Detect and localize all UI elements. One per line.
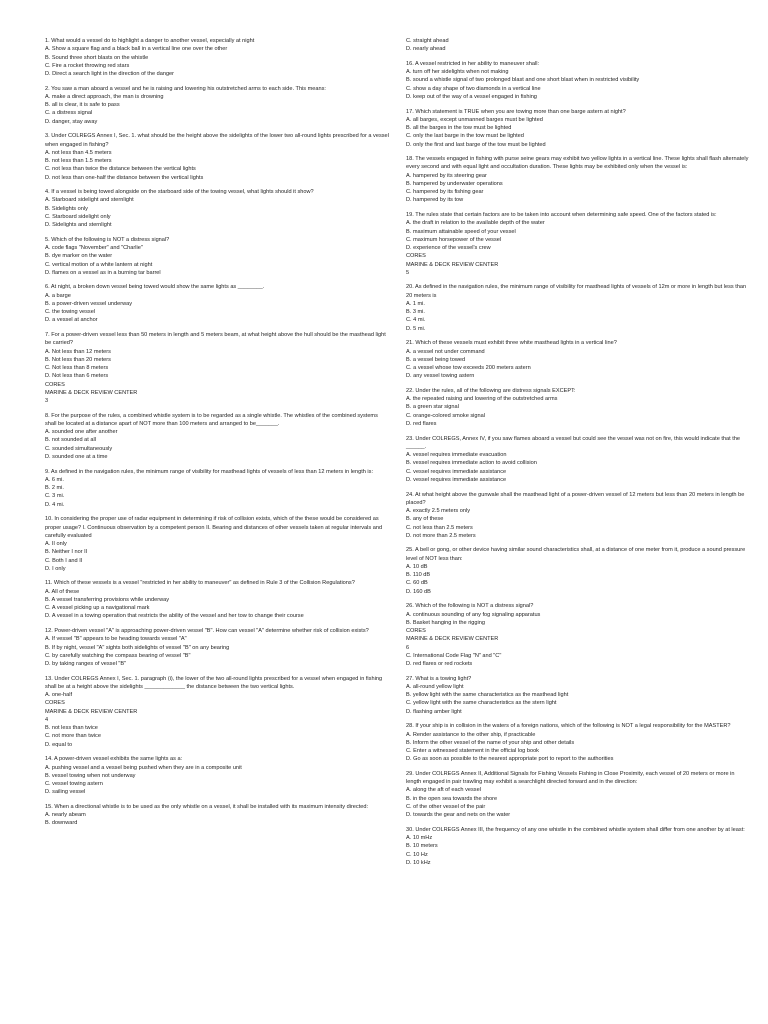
answer-line: D. sounded one at a time [45,453,108,460]
answer-line: A. If vessel "B" appears to be heading towards vessel "A" [45,636,187,643]
answer-line: A. 10 dB [406,563,428,570]
answer-line: B. A vessel transferring provisions while underway [45,596,170,603]
answer-line: C. not more than twice [45,733,101,740]
answer-line: B. vessel towing when not underway [45,772,136,779]
answer-line: D. A vessel in a towing operation that restricts the ability of the vessel and her tow to change their course [45,613,304,620]
answer-line: A. nearly abeam [45,812,86,819]
question-block [406,675,751,716]
answer-line: D. not less than one-half the distance between the vertical lights [45,174,204,181]
question-text: 25. A bell or gong, or other device having similar sound characteristics shall, at a distance of one meter from it, produce a sound pressure level of NOT less than: [406,547,747,562]
answer-line: A. one-half [45,692,73,699]
answer-line: D. 10 kHz [406,859,431,866]
question-block [406,826,751,867]
answer-line: C. maximum horsepower of the vessel [406,236,502,243]
answer-line: B. any of these [406,516,444,523]
answer-line: A. the draft in relation to the available depth of the water [406,220,545,227]
question-block [406,60,751,101]
answer-line: A. Not less than 12 meters [45,348,111,355]
answer-line: D. red flares [406,420,437,427]
answer-line: D. nearly ahead [406,46,446,53]
question-text: 30. Under COLREGS Annex III, the frequency of any one whistle in the combined whistle system shall differ from one another by at least: [406,826,745,833]
question-block [406,387,751,428]
answer-line: C. hampered by its fishing gear [406,189,484,196]
question-text: 9. As defined in the navigation rules, the minimum range of visibility for masthead lights of vessels of less than 12 meters in length is: [45,468,374,475]
answer-line: D. any vessel towing astern [406,373,475,380]
answer-line: D. danger, stay away [45,118,98,125]
answer-line: B. a green star signal [406,404,459,411]
right-column [406,37,751,874]
answer-line: D. equal to [45,741,73,748]
answer-line: C. a vessel whose tow exceeds 200 meters astern [406,365,531,372]
answer-line: C. by carefully watching the compass bearing of vessel "B" [45,652,191,659]
answer-line: A. all-round yellow light [406,683,464,690]
answer-line: A. vessel requires immediate evacuation [406,452,507,459]
answer-line: C. vertical motion of a white lantern at night [45,261,153,268]
answer-line: B. a power-driven vessel underway [45,300,133,307]
left-column [45,37,390,834]
answer-line: MARINE & DECK REVIEW CENTER [45,389,138,396]
question-text: 24. At what height above the gunwale shall the masthead light of a power-driven vessel of 12 meters but less than 20 meters in length be placed? [406,491,746,506]
answer-line: MARINE & DECK REVIEW CENTER [45,708,138,715]
question-text: 23. Under COLREGS, Annex IV, if you saw flames aboard a vessel but could see the vessel was not on fire, this would indicate that the ______. [406,435,742,450]
answer-line: C. Both I and II [45,557,83,564]
answer-line: B. in the open sea towards the shore [406,795,498,802]
answer-line: MARINE & DECK REVIEW CENTER [406,636,499,643]
answer-line: B. Neither I nor II [45,549,88,556]
question-block [45,331,390,405]
answer-line: B. not sounded at all [45,437,97,444]
answer-line: A. II only [45,541,67,548]
question-text: 15. When a directional whistle is to be used as the only whistle on a vessel, it shall be installed with its maximum intensity directed: [45,803,369,810]
question-block [406,37,751,54]
answer-line: A. exactly 2.5 meters only [406,508,471,515]
answer-line: C. not less than twice the distance between the vertical lights [45,166,196,173]
question-block [45,468,390,509]
question-block [406,108,751,149]
answer-line: A. the repeated raising and lowering of the outstretched arms [406,396,558,403]
question-text: 20. As defined in the navigation rules, the minimum range of visibility for masthead lights of vessels of 12m or more in length but less than 20 meters is [406,284,748,299]
question-text: 27. What is a towing light? [406,675,472,682]
question-block [45,627,390,668]
answer-line: B. a vessel being towed [406,356,466,363]
answer-line: D. Direct a search light in the direction of the danger [45,71,175,77]
question-text: 29. Under COLREGS Annex II, Additional Signals for Fishing Vessels Fishing in Close Proximity, each vessel of 20 meters or more in length engaged in pair trawling may exhibit a searchlight directed forward and in the direction: [406,770,737,786]
answer-line: A. not less than 4.5 meters [45,149,112,156]
answer-line: D. flames on a vessel as in a burning tar barrel [45,269,161,276]
question-block [406,339,751,380]
answer-line: D. towards the gear and nets on the water [406,812,511,819]
answer-line: C. 4 mi. [406,317,426,324]
answer-line: A. Show a square flag and a black ball in a vertical line one over the other [45,46,228,53]
answer-line: A. All of these [45,588,80,595]
answer-line: C. 10 Hz [406,851,428,858]
answer-line: A. code flags "November" and "Charlie" [45,245,143,252]
answer-line: C. vessel requires immediate assistance [406,468,507,475]
answer-line: D. only the first and last barge of the tow must be lighted [406,141,546,148]
answer-line: D. Go as soon as possible to the nearest appropriate port to report to the authorities [406,756,614,763]
question-block [406,722,751,763]
answer-line: B. dye marker on the water [45,253,113,260]
question-block [45,85,390,126]
answer-line: B. Inform the other vessel of the name of your ship and other details [406,739,575,746]
question-block [406,283,751,333]
question-block [406,435,751,485]
question-text: 1. What would a vessel do to highlight a danger to another vessel, especially at night [45,38,255,44]
answer-line: C. 60 dB [406,580,428,587]
answer-line: A. Starboard sidelight and sternlight [45,197,134,204]
answer-line: B. 2 mi. [45,485,64,492]
answer-line: B. not less than 1.5 meters [45,158,112,165]
answer-line: B. Not less than 20 meters [45,356,111,363]
question-block [45,515,390,573]
answer-line: D. 5 mi. [406,325,426,332]
answer-line: D. by taking ranges of vessel "B" [45,661,127,668]
question-block [406,546,751,596]
answer-line: C. of the other vessel of the pair [406,803,486,810]
answer-line: D. Not less than 6 meters [45,373,109,380]
question-text: 5. Which of the following is NOT a distress signal? [45,236,170,243]
answer-line: A. 10 mHz [406,835,433,842]
question-text: 22. Under the rules, all of the following are distress signals EXCEPT: [406,387,576,394]
question-block [406,602,751,668]
answer-line: 6 [406,644,410,651]
question-text: 16. A vessel restricted in her ability to maneuver shall: [406,60,540,67]
answer-line: A. turn off her sidelights when not making [406,69,509,76]
answer-line: C. only the last barge in the tow must be lighted [406,133,524,140]
answer-line: D. Sidelights and sternlight [45,222,112,229]
question-text: 11. Which of these vessels is a vessel "restricted in her ability to maneuver" as defined in Rule 3 of the Collision Regulations? [45,580,355,587]
question-text: 28. If your ship is in collision in the waters of a foreign nations, which of the following is NOT a legal responsibility for the MASTER? [406,723,731,730]
answer-line: D. 160 dB [406,588,431,595]
answer-line: A. Render assistance to the other ship, if practicable [406,731,536,738]
answer-line: C. the towing vessel [45,309,96,316]
question-text: 6. At night, a broken down vessel being towed would show the same lights as ________. [45,284,265,291]
question-text: 4. If a vessel is being towed alongside on the starboard side of the towing vessel, what lights should it show? [45,189,314,196]
answer-line: D. a vessel at anchor [45,317,98,324]
answer-line: A. a vessel not under command [406,348,485,355]
answer-line: MARINE & DECK REVIEW CENTER [406,261,499,268]
answer-line: A. all barges, except unmanned barges must be lighted [406,116,543,123]
answer-line: CORES [45,381,65,388]
question-block [406,491,751,541]
question-block [45,236,390,277]
question-text: 26. Which of the following is NOT a distress signal? [406,603,534,610]
answer-line: A. make a direct approach, the man is drowning [45,93,164,100]
answer-line: 5 [406,269,410,276]
answer-line: B. hampered by underwater operations [406,180,503,187]
answer-line: A. along the aft of each vessel [406,787,481,794]
question-text: 18. The vessels engaged in fishing with purse seine gears may exhibit two yellow lights in a vertical line. These lights shall flash alternately every second and with equal light and occultation duration. These lights may be exhibited only when the vessel is: [406,156,750,171]
answer-line: B. Sidelights only [45,205,88,212]
question-block [45,675,390,749]
answer-line: CORES [406,253,426,260]
question-text: C. straight ahead [406,38,449,44]
answer-line: D. I only [45,565,66,572]
answer-line: C. yellow light with the same characteristics as the stern light [406,700,557,707]
answer-line: B. sound a whistle signal of two prolonged blast and one short blast when in restricted visibility [406,77,640,84]
answer-line: A. 6 mi. [45,476,64,483]
answer-line: B. Sound three short blasts on the whistle [45,54,149,61]
answer-line: C. a distress signal [45,110,93,117]
question-block [406,155,751,205]
answer-line: A. pushing vessel and a vessel being pushed when they are in a composite unit [45,764,242,771]
question-block [45,803,390,828]
answer-line: B. downward [45,820,78,827]
question-block [45,188,390,229]
answer-line: C. A vessel picking up a navigational mark [45,605,150,612]
answer-line: 4 [45,716,49,723]
answer-line: B. all the barges in the tow must be lighted [406,125,512,132]
answer-line: C. 3 mi. [45,493,65,500]
answer-line: B. not less than twice [45,725,98,732]
answer-line: D. not more than 2.5 meters [406,532,476,539]
question-block [406,211,751,277]
question-text: 10. In considering the proper use of radar equipment in determining if risk of collision exists, which of the these would be considered as proper usage? I. Continuous observation by a competent person II. Bearing and distances of other vessels taken at regular intervals and carefully evaluated [45,516,384,539]
question-text: 17. Which statement is TRUE when you are towing more than one barge astern at night? [406,108,626,115]
answer-line: C. not less than 2.5 meters [406,524,473,531]
question-block [45,283,390,324]
answer-line: C. sounded simultaneously [45,445,113,452]
answer-line: C. show a day shape of two diamonds in a vertical line [406,85,541,92]
question-text: 12. Power-driven vessel "A" is approaching power-driven vessel "B". How can vessel "A" determine whether risk of collision exists? [45,628,369,635]
answer-line: D. vessel requires immediate assistance [406,476,507,483]
answer-line: B. all is clear, it is safe to pass [45,102,120,109]
answer-line: CORES [406,628,426,635]
answer-line: B. 110 dB [406,572,431,579]
question-text: 3. Under COLREGS Annex I, Sec. 1. what should be the height above the sidelights of the lower two all-round lights prescribed for a vessel when engaged in fishing? [45,133,391,148]
answer-line: 3 [45,398,49,405]
answer-line: D. experience of the vessel's crew [406,245,491,252]
answer-line: C. orange-colored smoke signal [406,412,485,419]
answer-line: D. flashing amber light [406,708,462,715]
answer-line: B. If by night, vessel "A" sights both sidelights of vessel "B" on any bearing [45,644,230,651]
question-block [45,37,390,78]
answer-line: C. Not less than 8 meters [45,365,109,372]
question-text: 21. Which of these vessels must exhibit three white masthead lights in a vertical line? [406,340,617,347]
answer-line: C. Starboard sidelight only [45,213,111,220]
answer-line: D. hampered by its tow [406,197,464,204]
answer-line: A. hampered by its steering gear [406,172,487,179]
question-text: 13. Under COLREGS Annex I, Sec. 1. paragraph (i), the lower of the two all-round lights prescribed for a vessel when engaged in fishing shall be at a height above the sidelights _____________ the distance between the two vertical lights. [45,675,384,690]
question-block [406,770,751,820]
question-block [45,579,390,620]
answer-line: A. sounded one after another [45,429,118,436]
question-block [45,755,390,796]
answer-line: C. International Code Flag "N" and "C" [406,652,502,659]
question-text: 8. For the purpose of the rules, a combined whistle system is to be regarded as a single whistle. The whistles of the combined systems shall be located at a distance apart of NOT more than 100 meters and arranged to be_______. [45,412,380,427]
question-text: 19. The rules state that certain factors are to be taken into account when determining safe speed. One of the factors stated is: [406,212,717,219]
question-block [45,412,390,462]
answer-line: C. Fire a rocket throwing red stars [45,62,130,69]
answer-line: D. red flares or red rockets [406,661,473,668]
answer-line: A. a barge [45,292,71,299]
answer-line: D. keep out of the way of a vessel engaged in fishing [406,93,537,100]
answer-line: CORES [45,700,65,707]
question-block [45,132,390,182]
answer-line: B. 3 mi. [406,309,425,316]
answer-line: A. 1 mi. [406,300,425,307]
answer-line: B. Basket hanging in the rigging [406,619,485,626]
answer-line: B. maximum attainable speed of your vessel [406,228,516,235]
question-text: 2. You saw a man aboard a vessel and he is raising and lowering his outstretched arms to each side. This means: [45,85,326,92]
answer-line: B. vessel requires immediate action to avoid collision [406,460,537,467]
answer-line: B. yellow light with the same characteristics as the masthead light [406,692,569,699]
answer-line: C. vessel towing astern [45,781,103,788]
answer-line: D. 4 mi. [45,501,65,508]
question-text: 7. For a power-driven vessel less than 50 meters in length and 5 meters beam, at what height above the hull should be the masthead light be carried? [45,332,388,347]
answer-line: C. Enter a witnessed statement in the official log book [406,748,539,755]
answer-line: A. continuous sounding of any fog signaling apparatus [406,611,541,618]
answer-line: D. sailing vessel [45,789,86,796]
answer-line: B. 10 meters [406,843,438,850]
question-text: 14. A power-driven vessel exhibits the same lights as a: [45,756,183,763]
